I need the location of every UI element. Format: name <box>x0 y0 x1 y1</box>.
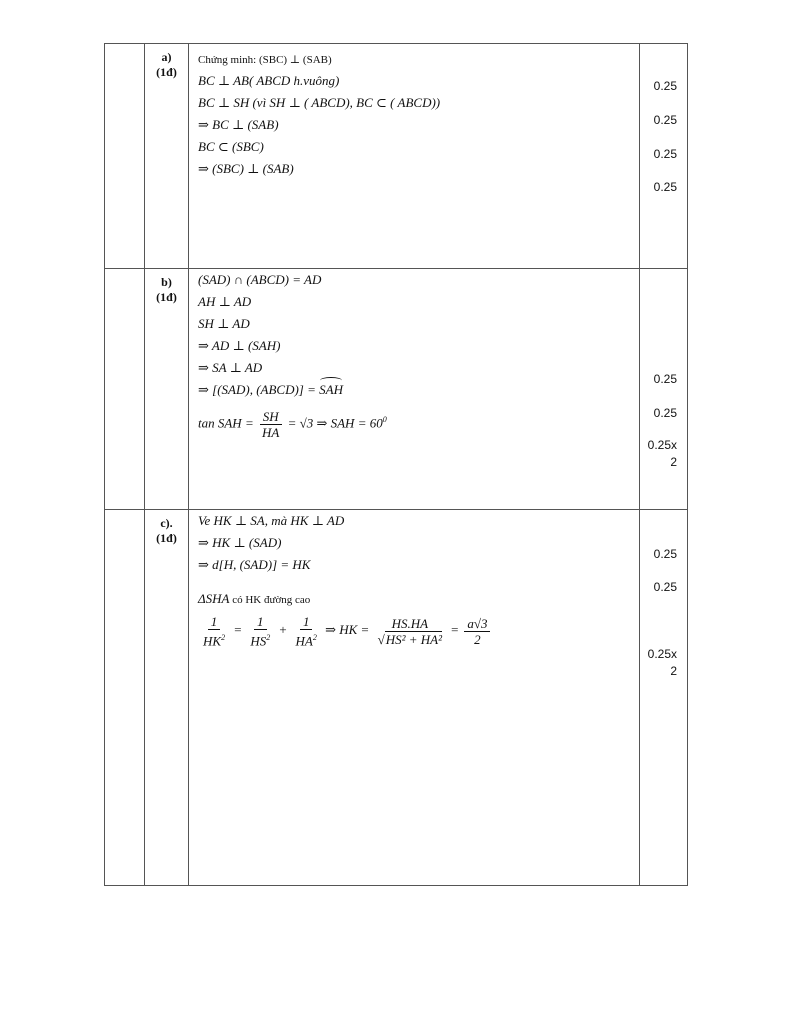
fraction <box>375 616 445 647</box>
spacer <box>198 576 639 588</box>
table-row <box>105 44 688 269</box>
solution-line: (SAD) ∩ (ABCD) = AD <box>198 272 322 287</box>
plus-sign: + <box>278 622 288 637</box>
solution-line <box>198 379 639 401</box>
fraction <box>293 614 320 648</box>
square-sup: 2 <box>312 632 317 642</box>
grading-table <box>104 43 688 886</box>
triangle-text: có HK đường cao <box>229 594 311 606</box>
score: 2 <box>670 664 677 678</box>
solution-line-text: Chứng minh: (SBC) ⊥ (SAB) <box>198 54 332 66</box>
angle-equation: ⇒ [(SAD), (ABCD)] = <box>198 382 320 397</box>
score-cell <box>640 510 688 886</box>
solution-line: ⇒ d[H, (SAD)] = HK <box>198 557 311 572</box>
fraction-denominator <box>293 630 320 648</box>
part-points: (1đ) <box>156 290 177 304</box>
score: 0.25x <box>647 647 677 661</box>
solution-line: BC ⊥ AB( ABCD h.vuông) <box>198 73 340 88</box>
fraction-numerator: 1 <box>208 614 221 630</box>
solution-line <box>198 588 639 610</box>
equals-sign: = <box>450 622 460 637</box>
empty-cell <box>105 510 145 886</box>
empty-cell <box>105 269 145 510</box>
score: 0.25 <box>653 113 677 127</box>
solution-cell <box>189 44 640 269</box>
score: 0.25 <box>653 79 677 93</box>
fraction-numerator: 1 <box>254 614 267 630</box>
fraction-denominator: HA <box>261 424 280 440</box>
score: 0.25x <box>647 438 677 452</box>
fraction <box>247 614 273 648</box>
score-cell <box>640 44 688 269</box>
degree-sup: 0 <box>382 415 387 424</box>
part-label-cell <box>145 269 189 510</box>
score-cell <box>640 269 688 510</box>
table-row <box>105 510 688 886</box>
fraction-denominator <box>200 630 228 648</box>
empty-cell <box>105 44 145 269</box>
score: 0.25 <box>653 372 677 386</box>
solution-line: ⇒ (SBC) ⊥ (SAB) <box>198 161 294 176</box>
fraction <box>259 409 282 440</box>
part-label-cell <box>145 44 189 269</box>
part-points: (1đ) <box>156 531 177 545</box>
fraction-denominator <box>247 630 273 648</box>
square-sup: 2 <box>266 632 271 642</box>
fraction-numerator: HS.HA <box>389 616 431 632</box>
triangle-symbol: ΔSHA <box>198 591 230 606</box>
score: 0.25 <box>653 147 677 161</box>
formula-line <box>198 610 639 650</box>
solution-line: AH ⊥ AD <box>198 294 252 309</box>
equals-sign: = <box>233 622 243 637</box>
fraction-numerator: 1 <box>300 614 313 630</box>
denominator-base: HA <box>295 633 313 649</box>
part-label: a) <box>161 50 172 64</box>
fraction <box>200 614 228 648</box>
part-points: (1đ) <box>156 65 177 79</box>
angle-symbol: SAH <box>319 379 343 401</box>
score: 0.25 <box>653 580 677 594</box>
solution-line: ⇒ SA ⊥ AD <box>198 360 263 375</box>
solution-line: BC ⊂ (SBC) <box>198 139 264 154</box>
tan-result: = √3 ⇒ SAH = 60 <box>284 415 383 431</box>
solution-line: ⇒ BC ⊥ (SAB) <box>198 117 279 132</box>
denominator-base: HK <box>203 633 222 649</box>
solution-cell <box>189 510 640 886</box>
score: 0.25 <box>653 180 677 194</box>
solution-line <box>198 48 639 70</box>
solution-line: Ve HK ⊥ SA, mà HK ⊥ AD <box>198 513 345 528</box>
solution-line: SH ⊥ AD <box>198 316 250 331</box>
score: 0.25 <box>653 547 677 561</box>
part-label: c). <box>160 516 173 530</box>
implies-text: ⇒ HK = <box>325 622 370 637</box>
score: 2 <box>670 455 677 469</box>
fraction-numerator: SH <box>260 409 282 425</box>
tan-prefix: tan SAH = <box>198 415 257 431</box>
solution-line: ⇒ HK ⊥ (SAD) <box>198 535 282 550</box>
tan-line <box>198 401 639 439</box>
fraction-denominator: 2 <box>474 631 481 647</box>
square-sup: 2 <box>221 632 226 642</box>
solution-cell <box>189 269 640 510</box>
sqrt-body: HS² + HA² <box>385 631 443 647</box>
fraction-denominator: √HS² + HA² <box>377 631 443 647</box>
part-label-cell <box>145 510 189 886</box>
fraction <box>464 616 490 647</box>
solution-line: BC ⊥ SH (vì SH ⊥ ( ABCD), BC ⊂ ( ABCD)) <box>198 95 441 110</box>
part-label: b) <box>161 275 172 289</box>
fraction-numerator: a√3 <box>464 616 490 632</box>
score: 0.25 <box>653 406 677 420</box>
table-row <box>105 269 688 510</box>
denominator-base: HS <box>250 633 267 649</box>
solution-line: ⇒ AD ⊥ (SAH) <box>198 338 281 353</box>
